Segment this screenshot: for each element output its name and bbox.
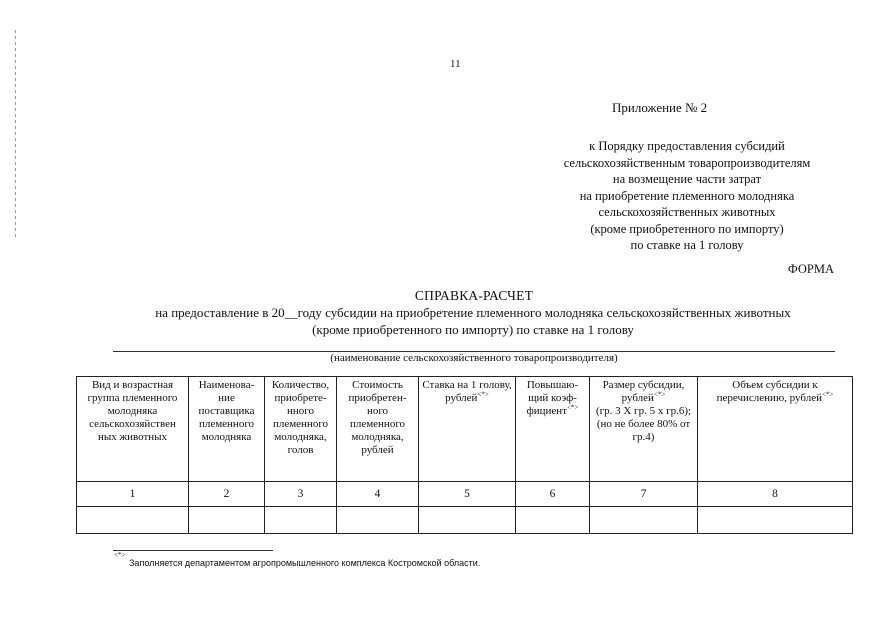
- footnote-ref: <*>: [653, 390, 666, 399]
- appendix-line: сельскохозяйственных животных: [598, 205, 776, 219]
- appendix-line: к Порядку предоставления субсидий: [589, 139, 785, 153]
- col-header-quantity: Количество, приобрете- нного племенного молодняка, голов: [265, 377, 337, 482]
- empty-cell: [698, 507, 853, 534]
- col-header-supplier: Наименова- ние поставщика племенного молодняка: [189, 377, 265, 482]
- form-label: ФОРМА: [787, 262, 834, 276]
- empty-cell: [189, 507, 265, 534]
- empty-data-row: [77, 507, 853, 534]
- page-number: 11: [450, 58, 461, 70]
- document-title: СПРАВКА-РАСЧЕТ: [414, 288, 534, 303]
- col-header-cost: Стоимость приобретен- ного племенного молодняка, рублей: [337, 377, 419, 482]
- column-number: 5: [419, 482, 516, 507]
- table-header-row: [77, 377, 853, 482]
- appendix-line: по ставке на 1 голову: [630, 238, 744, 252]
- col-header-rate: Ставка на 1 голову, рублей<*>: [419, 377, 516, 482]
- subsidy-limit: (но не более 80% от гр.4): [596, 418, 691, 443]
- empty-cell: [419, 507, 516, 534]
- column-number: 4: [337, 482, 419, 507]
- footnote-ref: <*>: [821, 390, 834, 399]
- appendix-line: (кроме приобретенного по импорту): [590, 221, 784, 236]
- subtitle-line-1: на предоставление в 20__году субсидии на приобретение племенного молодняка сельскохозяйственных животных: [155, 305, 791, 320]
- appendix-line: на возмещение части затрат: [612, 172, 762, 186]
- subtitle-line-2: (кроме приобретенного по импорту) по ставке на 1 голову: [312, 322, 634, 337]
- empty-cell: [516, 507, 590, 534]
- column-number: 2: [189, 482, 265, 507]
- footnote-text: Заполняется департаментом агропромышленного комплекса Костромской области.: [129, 558, 481, 568]
- scan-margin-line: [15, 30, 16, 240]
- appendix-body: [540, 138, 834, 254]
- document-subtitle: [100, 304, 846, 338]
- calculation-table: [76, 376, 853, 534]
- col-header-animal-group: Вид и возрастная группа племенного молодняка сельскохозяйствен ных животных: [77, 377, 189, 482]
- footnote-ref: <*>: [477, 390, 489, 399]
- appendix-title: Приложение № 2: [612, 100, 708, 115]
- column-number: 1: [77, 482, 189, 507]
- empty-cell: [265, 507, 337, 534]
- appendix-line: на приобретение племенного молодняка: [579, 188, 795, 203]
- column-number: 3: [265, 482, 337, 507]
- empty-cell: [337, 507, 419, 534]
- subsidy-formula: (гр. 3 Х гр. 5 х гр.6);: [595, 405, 692, 417]
- footnote-ref: <*>: [566, 403, 579, 412]
- column-number-row: [77, 482, 853, 507]
- col-header-subsidy-size: Размер субсидии, рублей<*> (гр. 3 Х гр. 5 х гр.6); (но не более 80% от гр.4): [590, 377, 698, 482]
- footnote-separator: [113, 550, 273, 551]
- column-number: 7: [590, 482, 698, 507]
- col-header-subsidy-volume: Объем субсидии к перечислению, рублей<*>: [698, 377, 853, 482]
- col-header-coefficient: Повышаю- щий коэф- фициент<*>: [516, 377, 590, 482]
- appendix-line: сельскохозяйственным товаропроизводителям: [563, 155, 811, 170]
- empty-cell: [590, 507, 698, 534]
- column-number: 6: [516, 482, 590, 507]
- column-number: 8: [698, 482, 853, 507]
- empty-cell: [77, 507, 189, 534]
- footnote-mark: <*>: [114, 551, 126, 559]
- org-name-caption: (наименование сельскохозяйственного товаропроизводителя): [330, 352, 618, 364]
